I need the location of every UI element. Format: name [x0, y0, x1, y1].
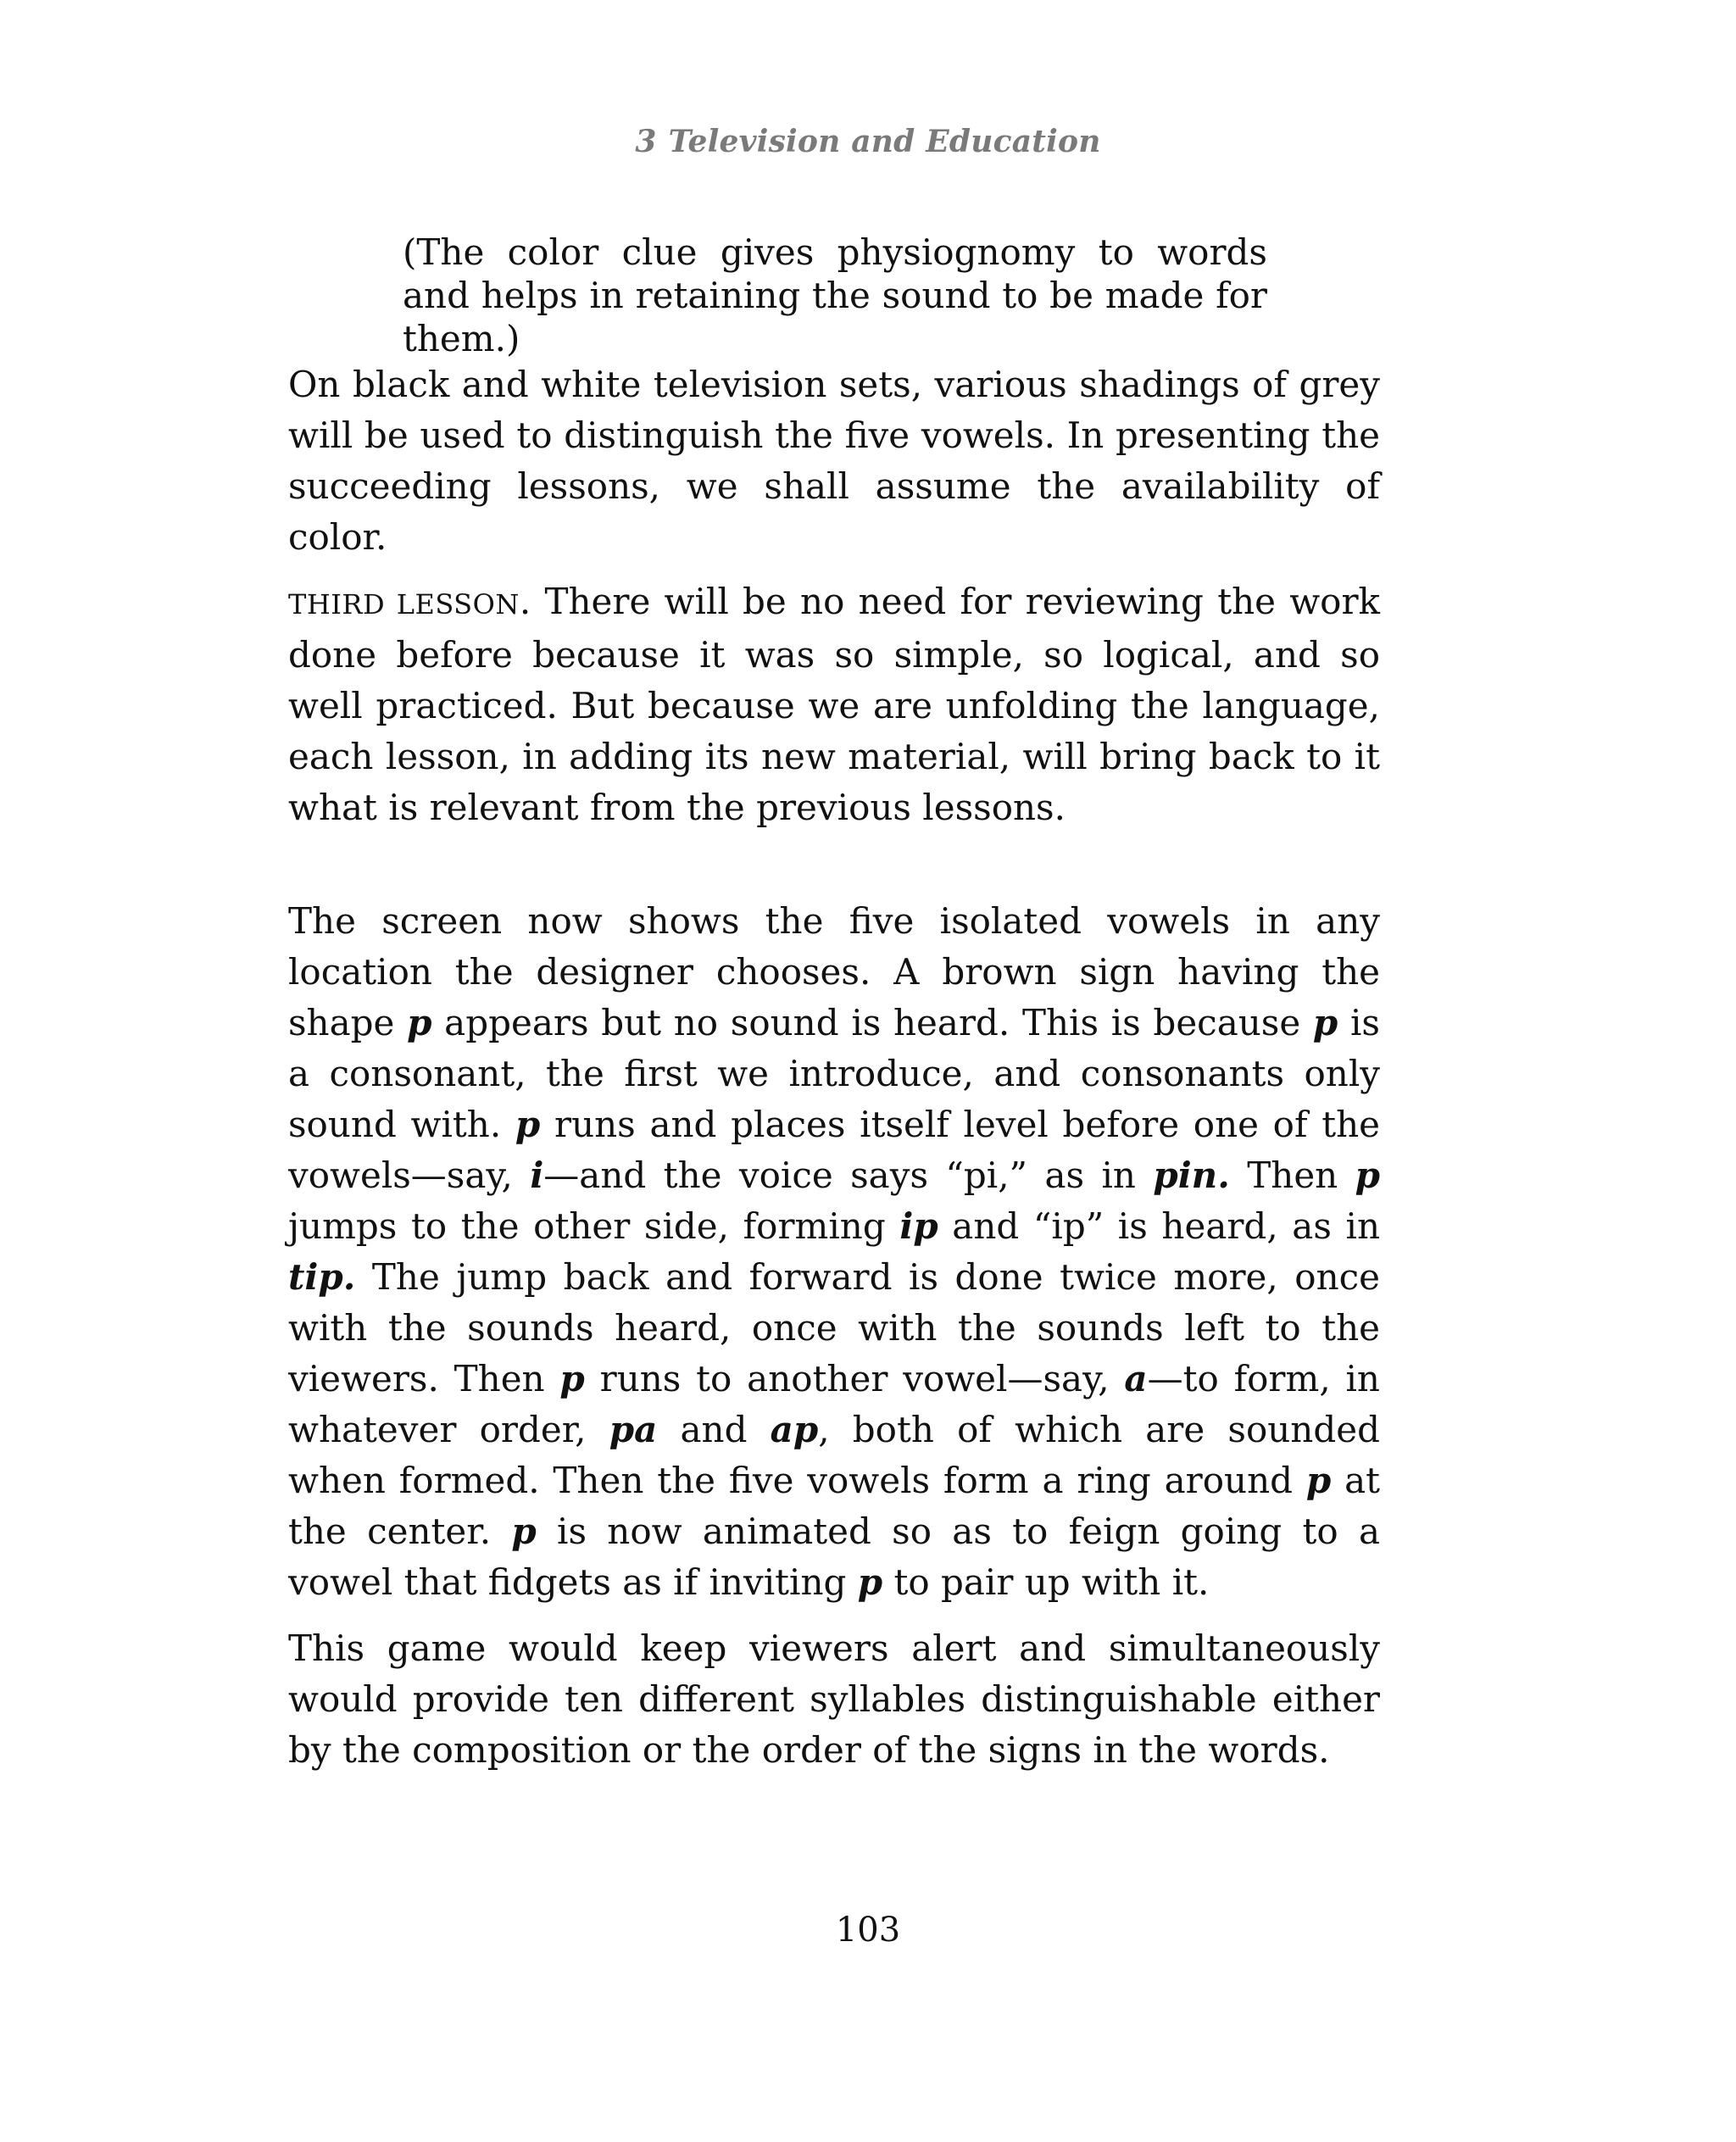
- quote-block: [403, 231, 1267, 360]
- text-run: and “ip” is heard, as in: [938, 1205, 1380, 1247]
- quote-text: (The color clue gives physiognomy to words and helps in retaining the sound to be made for them.): [403, 231, 1267, 359]
- text-run: to pair up with it.: [882, 1561, 1210, 1603]
- text-run: is a consonant, the first we introduce, and consonants only sound with.: [288, 1002, 1380, 1145]
- emphasis-word: tip.: [288, 1256, 356, 1298]
- text-run: —and the voice says “pi,” as in: [543, 1154, 1154, 1196]
- emphasis-word: pin.: [1153, 1154, 1230, 1196]
- text-run: and: [657, 1409, 771, 1450]
- emphasis-letter: p: [559, 1358, 585, 1399]
- chapter-number: 3: [635, 124, 657, 159]
- text-run: , both of which are sounded when formed. Then the five vowels form a ring around: [288, 1409, 1380, 1501]
- text-run: is now animated so as to feign going to a vowel that fidgets as if inviting: [288, 1511, 1380, 1603]
- emphasis-word: pa: [609, 1409, 658, 1450]
- page-number: 103: [835, 1911, 901, 1950]
- text-run: at the center.: [288, 1460, 1380, 1552]
- paragraph-third-lesson: [288, 576, 1380, 833]
- emphasis-letter: p: [1355, 1154, 1381, 1196]
- text-run: —to form, in whatever order,: [288, 1358, 1380, 1450]
- text-run: runs and places itself level before one of the vowels—say,: [288, 1104, 1381, 1196]
- emphasis-word: ap: [770, 1409, 819, 1450]
- emphasis-letter: p: [515, 1104, 541, 1145]
- text-run: The jump back and forward is done twice more, once with the sounds heard, once with the sounds left to the viewers. Then: [288, 1256, 1380, 1399]
- emphasis-letter: p: [857, 1561, 883, 1603]
- emphasis-letter: i: [530, 1154, 544, 1196]
- text-run: jumps to the other side, forming: [288, 1205, 900, 1247]
- emphasis-letter: p: [1312, 1002, 1338, 1043]
- text-run: runs to another vowel—say,: [584, 1358, 1125, 1399]
- paragraph-text: . There will be no need for reviewing the work done before because it was so simple, so logical, and so well practiced. But because we are unfolding the language, each lesson, in adding its new material, will bring back to it what is relevant from the previous lessons.: [288, 581, 1380, 828]
- paragraph-screen-vowels: [288, 896, 1380, 1608]
- paragraph-text: This game would keep viewers alert and simultaneously would provide ten different syllables distinguishable either by the composition or the order of the signs in the words.: [288, 1627, 1380, 1771]
- paragraph-black-and-white: [288, 359, 1380, 563]
- emphasis-letter: p: [407, 1002, 432, 1043]
- emphasis-letter: a: [1124, 1358, 1148, 1399]
- running-head: [0, 124, 1736, 159]
- emphasis-letter: p: [1305, 1460, 1332, 1501]
- paragraph-text: On black and white television sets, various shadings of grey will be used to distinguish the five vowels. In presenting the succeeding lessons, we shall assume the availability of color.: [288, 364, 1380, 558]
- chapter-title: Television and Education: [668, 124, 1101, 159]
- paragraph-game: [288, 1623, 1380, 1776]
- text-run: appears but no sound is heard. This is because: [431, 1002, 1313, 1043]
- text-run: The screen now shows the five isolated vowels in any location the designer chooses. A brown sign having the shape: [288, 900, 1380, 1043]
- text-run: Then: [1229, 1154, 1355, 1196]
- emphasis-word: ip: [899, 1205, 938, 1247]
- third-lesson-heading: THIRD LESSON: [288, 588, 520, 620]
- emphasis-letter: p: [511, 1511, 537, 1552]
